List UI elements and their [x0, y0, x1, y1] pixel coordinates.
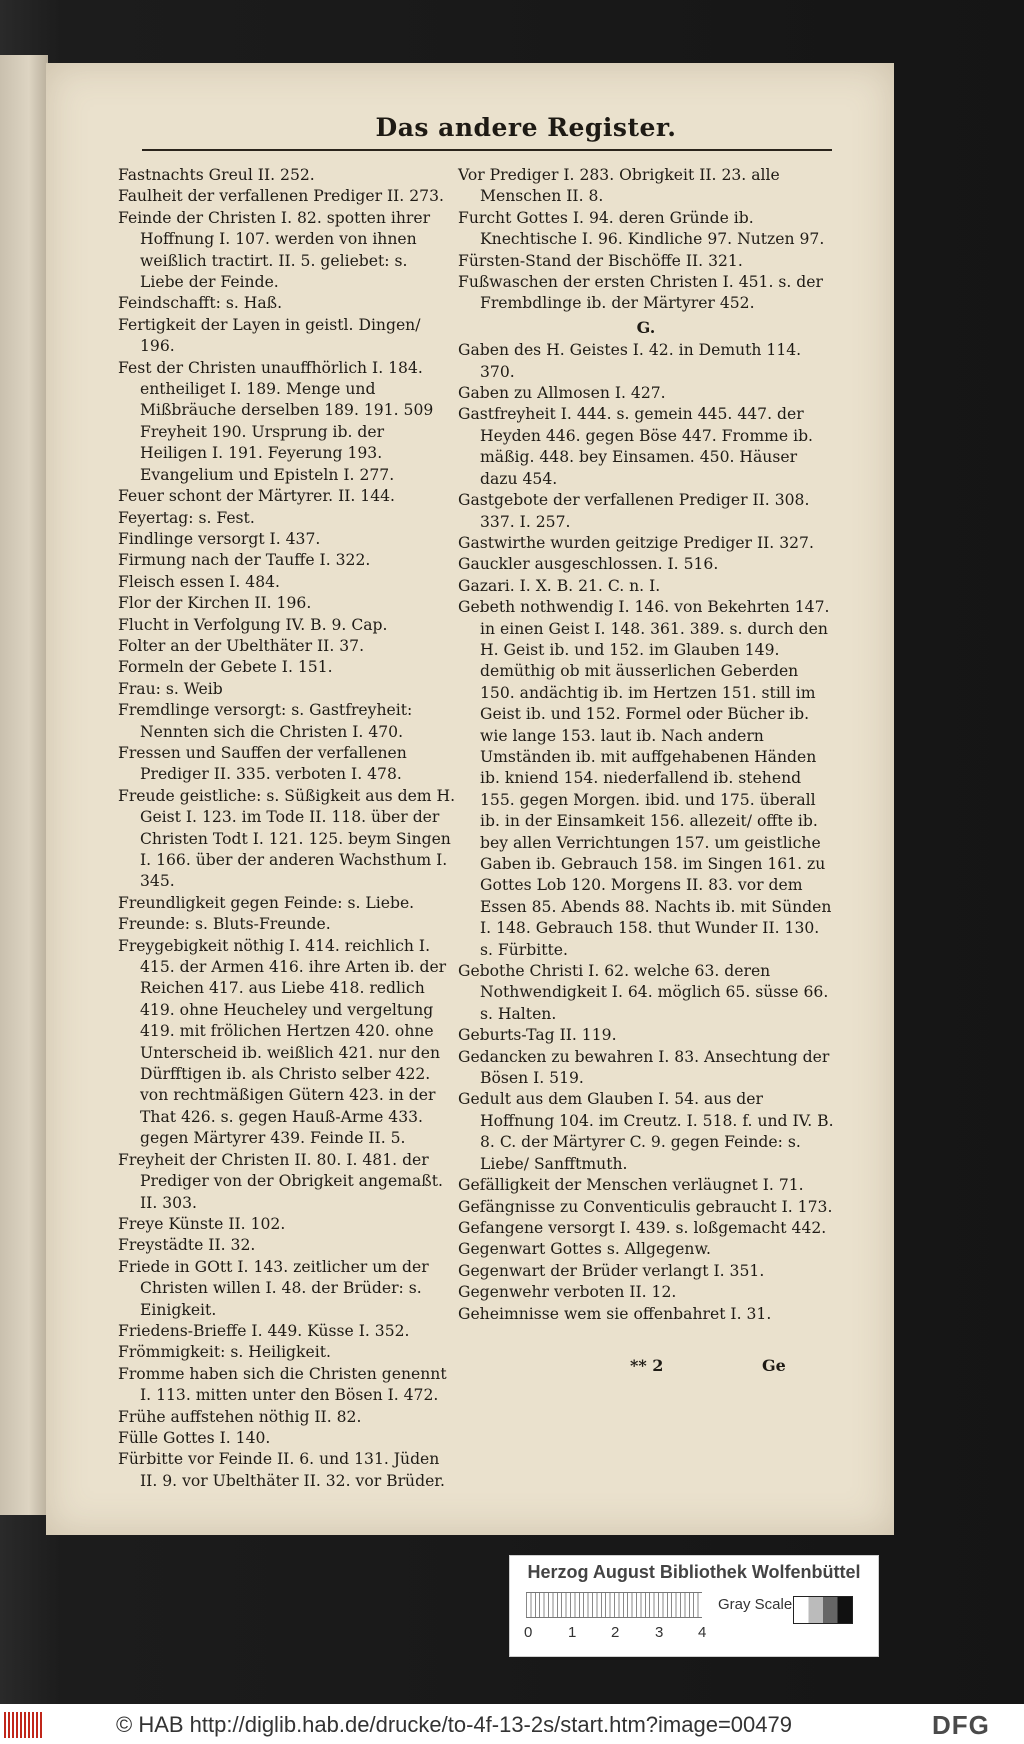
index-entry: Furcht Gottes I. 94. deren Gründe ib. Knechtische I. 96. Kindliche 97. Nutzen 97. [458, 208, 825, 249]
page-title: Das andere Register. [375, 113, 677, 142]
ruler-number: 2 [611, 1624, 620, 1641]
section-letter: G. [636, 317, 656, 337]
index-entry: Fülle Gottes I. 140. [118, 1428, 271, 1447]
index-entry: Gegenwehr verboten II. 12. [458, 1283, 677, 1302]
index-entry: Fromme haben sich die Christen genennt I. 113. mitten unter den Bösen I. 472. [118, 1364, 447, 1405]
index-entry: Firmung nach der Tauffe I. 322. [118, 551, 371, 570]
index-entry: Fest der Christen unauffhörlich I. 184. entheiliget I. 189. Menge und Mißbräuche derselben 189. 191. 509 Freyheit 190. Ursprung ib. der Heiligen I. 191. Feyerung 193. Evangelium und Episteln I. 277. [118, 358, 434, 484]
left-column [118, 165, 456, 1492]
index-entry: Freude geistliche: s. Süßigkeit aus dem H. Geist I. 123. im Tode II. 118. über der Christen Todt I. 121. 125. beym Singen I. 166. über der anderen Wachsthum I. 345. [118, 786, 456, 891]
index-entry: Flucht in Verfolgung IV. B. 9. Cap. [118, 615, 388, 634]
index-entry: Gaben zu Allmosen I. 427. [458, 384, 666, 403]
index-entry: Freundligkeit gegen Feinde: s. Liebe. [118, 893, 415, 912]
index-entry: Gauckler ausgeschlossen. I. 516. [458, 555, 719, 574]
ruler-number: 4 [698, 1624, 707, 1641]
index-entry: Faulheit der verfallenen Prediger II. 273. [118, 187, 444, 206]
ruler-number: 0 [524, 1624, 533, 1641]
index-entry: Formeln der Gebete I. 151. [118, 658, 333, 677]
index-entry: Fastnachts Greul II. 252. [118, 166, 315, 184]
index-entry: Fertigkeit der Layen in geistl. Dingen/ 196. [118, 315, 421, 356]
index-entry: Friedens-Brieffe I. 449. Küsse I. 352. [118, 1321, 410, 1340]
index-entry: Geheimnisse wem sie offenbahret I. 31. [458, 1304, 772, 1323]
index-entry: Gastwirthe wurden geitzige Prediger II. 327. [458, 533, 814, 552]
index-entry: Gegenwart Gottes s. Allgegenw. [458, 1240, 711, 1259]
index-entry: Freyheit der Christen II. 80. I. 481. der Prediger von der Obrigkeit angemaßt. II. 303. [118, 1150, 443, 1212]
index-entry: Vor Prediger I. 283. Obrigkeit II. 23. alle Menschen II. 8. [458, 166, 780, 206]
index-entry: Feuer schont der Märtyrer. II. 144. [118, 487, 396, 506]
index-entry: Gedult aus dem Glauben I. 54. aus der Hoffnung 104. im Creutz. I. 518. f. und IV. B. 8. C. der Märtyrer C. 9. gegen Feinde: s. Liebe/ Sanfftmuth. [458, 1090, 834, 1173]
index-entry: Gedancken zu bewahren I. 83. Ansechtung der Bösen I. 519. [458, 1047, 830, 1088]
index-entry: Fressen und Sauffen der verfallenen Prediger II. 335. verboten I. 478. [118, 743, 407, 784]
book-page [46, 63, 894, 1535]
index-entry: Geburts-Tag II. 119. [458, 1026, 617, 1045]
index-entry: Fremdlinge versorgt: s. Gastfreyheit: Nennten sich die Christen I. 470. [118, 701, 413, 741]
gray-scale-swatch [793, 1596, 853, 1624]
index-entry: Gebeth nothwendig I. 146. von Bekehrten 147. in einen Geist I. 148. 361. 389. s. durch den H. Geist ib. und 152. im Glauben 149. demüthig ob mit äusserlichen Geberden 150. andächtig ib. im Hertzen 151. still im Geist ib. und 152. Formel oder Bücher ib. wie lange 153. laut ib. Nach andern Umständen ib. mit auffgehabenen Händen ib. kniend 154. niederfallend ib. stehend 155. gegen Morgen. ibid. und 175. überall ib. in der Einsamkeit 156. allezeit/ offte ib. bey allen Verrichtungen 157. um geistliche Gaben ib. Gebrauch 158. im Singen 161. zu Gottes Lob 120. Morgens II. 83. vor dem Essen 85. Abends 88. Nachts ib. mit Sünden I. 148. Gebrauch 158. thut Wunder II. 130. s. Fürbitte. [458, 598, 832, 959]
ruler-number: 3 [655, 1624, 664, 1641]
index-entry: Gebothe Christi I. 62. welche 63. deren Nothwendigkeit I. 64. möglich 65. süsse 66. s. Halten. [458, 962, 829, 1023]
footer-copyright-link[interactable]: © HAB http://diglib.hab.de/drucke/to-4f-13-2s/start.htm?image=00479 [116, 1712, 792, 1737]
index-entry: Friede in GOtt I. 143. zeitlicher um der Christen willen I. 48. der Brüder: s. Einigkeit. [118, 1257, 429, 1319]
index-entry: Frühe auffstehen nöthig II. 82. [118, 1407, 362, 1426]
color-target-card [509, 1555, 879, 1657]
index-entry: Fußwaschen der ersten Christen I. 451. s. der Frembdlinge ib. der Märtyrer 452. [458, 273, 823, 313]
scale-ruler [526, 1592, 702, 1618]
index-entry: Fleisch essen I. 484. [118, 572, 281, 591]
gray-scale-label: Gray Scale [718, 1596, 793, 1613]
hab-logo-icon [4, 1712, 44, 1738]
catchword: Ge [762, 1356, 786, 1375]
index-entry: Gastgebote der verfallenen Prediger II. 308. 337. I. 257. [458, 491, 810, 531]
previous-page-edge [0, 55, 48, 1515]
index-entry: Fürbitte vor Feinde II. 6. und 131. Jüden II. 9. vor Ubelthäter II. 32. vor Brüder. [118, 1450, 445, 1490]
index-entry: Freye Künste II. 102. [118, 1214, 286, 1233]
index-entry: Folter an der Ubelthäter II. 37. [118, 636, 365, 655]
index-entry: Findlinge versorgt I. 437. [118, 529, 321, 548]
index-entry: Gaben des H. Geistes I. 42. in Demuth 114. 370. [458, 341, 802, 381]
signature-mark: ** 2 [630, 1356, 664, 1375]
index-entry: Freystädte II. 32. [118, 1236, 256, 1255]
index-entry: Frau: s. Weib [118, 679, 223, 698]
library-name: Herzog August Bibliothek Wolfenbüttel [527, 1562, 861, 1582]
index-entry: Frömmigkeit: s. Heiligkeit. [118, 1343, 331, 1362]
right-column [458, 165, 834, 1325]
index-entry: Gefälligkeit der Menschen verläugnet I. 71. [458, 1176, 804, 1195]
index-entry: Freunde: s. Bluts-Freunde. [118, 915, 331, 934]
index-entry: Freygebigkeit nöthig I. 414. reichlich I. 415. der Armen 416. ihre Arten ib. der Reichen 417. aus Liebe 418. redlich 419. ohne Heucheley und vergeltung 419. mit frölichen Hertzen 420. ohne Unterscheid ib. weißlich 421. nur den Dürfftigen ib. als Christo selber 422. von rechtmäßigen Gütern 423. in der That 426. s. gegen Hauß-Arme 433. gegen Märtyrer 439. Feinde II. 5. [118, 936, 447, 1148]
index-entry: Feindschafft: s. Haß. [118, 294, 283, 313]
dfg-logo: DFG [932, 1710, 990, 1740]
index-entry: Gefängnisse zu Conventiculis gebraucht I. 173. [458, 1197, 833, 1216]
index-entry: Feyertag: s. Fest. [118, 508, 255, 527]
ruler-number: 1 [568, 1624, 577, 1641]
title-rule [142, 149, 832, 151]
index-entry: Gazari. I. X. B. 21. C. n. I. [458, 576, 661, 595]
index-entry: Gegenwart der Brüder verlangt I. 351. [458, 1261, 765, 1280]
index-entry: Gefangene versorgt I. 439. s. loßgemacht 442. [458, 1218, 827, 1237]
index-entry: Gastfreyheit I. 444. s. gemein 445. 447. der Heyden 446. gegen Böse 447. Fromme ib. mäßig. 448. bey Einsamen. 450. Häuser dazu 454. [458, 405, 814, 488]
index-entry: Fürsten-Stand der Bischöffe II. 321. [458, 251, 743, 270]
footer-bar [0, 1704, 1024, 1744]
index-entry: Flor der Kirchen II. 196. [118, 594, 312, 613]
index-entry: Feinde der Christen I. 82. spotten ihrer Hoffnung I. 107. werden von ihnen weißlich tractirt. II. 5. geliebet: s. Liebe der Feinde. [118, 208, 431, 292]
